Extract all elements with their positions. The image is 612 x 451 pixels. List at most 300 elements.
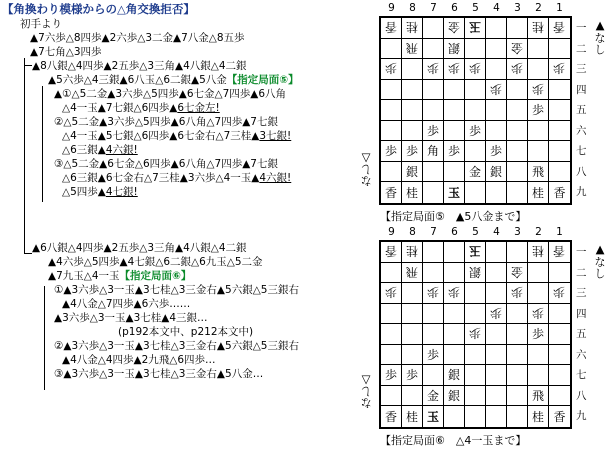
row-label: 一 [576,246,587,258]
move-line [48,255,263,269]
column-label: 7 [430,2,437,14]
board-square [402,80,423,101]
board-square [549,263,570,284]
board-square [528,39,549,60]
board-square [381,304,402,325]
gote-piece: 金 [510,264,523,279]
row-label: 六 [576,124,587,137]
board-square [528,141,549,162]
gote-piece: 金 [510,40,523,55]
row-label: 三 [576,63,587,75]
gote-piece: 玉 [468,244,481,259]
board-square [444,18,465,39]
board-square [381,182,402,203]
gote-piece: 桂 [405,20,418,35]
move-text: ③▲3六歩△3一玉▲3七桂△3三金右▲5八金… [54,368,264,380]
board-square [465,39,486,60]
sente-hand-1: ▽なし [359,150,373,187]
board-square [465,304,486,325]
board-square [444,324,465,345]
board-square [444,242,465,263]
gote-piece: 歩 [468,326,481,341]
key-move: 6七金左! [177,102,220,114]
column-label: 7 [430,226,437,238]
move-line [118,325,253,339]
board-square [402,18,423,39]
move-line [54,367,263,381]
sente-piece: 桂 [531,185,544,200]
board-square [423,283,444,304]
move-text: ▲7六歩△8四歩▲2六歩△3二金▲7八金△8五歩 [30,32,245,44]
move-line [32,241,247,255]
key-move: 4七銀! [105,186,138,198]
board-square [423,18,444,39]
move-text: ▲3六歩△3一玉▲3七桂▲4三銀… [54,312,208,324]
sente-piece: 玉 [447,185,460,200]
move-text: ▲7九玉△4一玉 [48,270,120,282]
sente-piece: 角 [426,144,439,159]
board-square [486,386,507,407]
board-square [549,283,570,304]
move-text: ▲4八金△4四歩▲2九飛△6四歩… [62,354,216,366]
board-square [549,141,570,162]
row-label: 八 [576,165,587,178]
board-square [381,18,402,39]
column-label: 5 [472,2,479,14]
row-labels [576,18,587,203]
gote-piece: 桂 [405,244,418,259]
sente-piece: 香 [384,185,397,200]
board-square [423,39,444,60]
gote-piece: 桂 [531,244,544,259]
row-labels [576,242,587,427]
board-square [444,263,465,284]
board-square [381,39,402,60]
board-square [507,283,528,304]
column-label: 6 [451,2,458,14]
board-square [486,18,507,39]
position-marker: 【指定局面⑤】 [226,74,299,86]
board-square [507,59,528,80]
sente-piece: 金 [468,164,481,179]
board-square [507,365,528,386]
board-square [486,283,507,304]
column-label: 5 [472,226,479,238]
column-label: 3 [514,226,521,238]
board-square [507,162,528,183]
board-square [423,324,444,345]
row-label: 四 [576,307,587,320]
sente-piece: 歩 [531,327,544,342]
board-square [507,141,528,162]
move-line [54,115,278,129]
column-label: 6 [451,226,458,238]
board-square [423,345,444,366]
column-label: 4 [493,2,500,14]
move-line [32,59,247,73]
sente-piece: 桂 [405,185,418,200]
board-grid [379,16,572,205]
move-line [62,171,291,185]
board-square [465,406,486,427]
row-label: 九 [576,410,587,422]
gote-piece: 歩 [510,61,523,76]
board-square [549,162,570,183]
gote-piece: 香 [384,20,397,35]
board-square [423,365,444,386]
gote-piece: 歩 [447,285,460,300]
board-square [528,324,549,345]
board-square [444,162,465,183]
board-square [465,345,486,366]
column-label: 1 [556,2,563,14]
move-line [30,31,245,45]
board-square [528,242,549,263]
board-square [402,59,423,80]
sente-piece: 歩 [426,347,439,362]
board-square [528,162,549,183]
board-square [381,80,402,101]
board-grid [379,240,572,429]
board-square [444,406,465,427]
board-square [507,304,528,325]
move-line [54,157,278,171]
gote-piece: 歩 [426,61,439,76]
row-label: 七 [576,145,587,157]
board-square [528,345,549,366]
board-square [444,283,465,304]
board-square [528,59,549,80]
board-square [444,121,465,142]
sente-piece: 銀 [405,164,418,179]
board-square [486,304,507,325]
move-text: ▲4八金△7四歩▲6六歩…… [62,298,191,310]
board-square [486,100,507,121]
board-square [402,345,423,366]
board-square [444,141,465,162]
board-square [528,80,549,101]
board-square [507,80,528,101]
gote-piece: 歩 [553,285,566,300]
board-square [486,182,507,203]
gote-piece: 飛 [405,40,418,55]
board-square [528,304,549,325]
sente-hand-2: ▽なし [359,372,373,409]
board-square [423,304,444,325]
move-line [54,311,208,325]
board-square [465,141,486,162]
row-label: 六 [576,348,587,361]
gote-piece: 香 [553,20,566,35]
board-square [402,304,423,325]
board-square [528,18,549,39]
column-label: 9 [388,226,395,238]
board-square [465,121,486,142]
board-square [528,386,549,407]
board-square [528,263,549,284]
sente-piece: 歩 [426,123,439,138]
board-square [549,386,570,407]
board-square [486,365,507,386]
board-square [402,242,423,263]
move-line [54,283,299,297]
column-label: 2 [535,226,542,238]
board-square [402,283,423,304]
board-square [423,162,444,183]
board-square [465,80,486,101]
board-square [465,59,486,80]
board-square [402,121,423,142]
board-square [549,242,570,263]
move-line [20,17,62,31]
column-labels [381,226,570,238]
gote-piece: 桂 [531,20,544,35]
gote-piece: 銀 [447,40,460,55]
key-move: 4六銀! [259,172,292,184]
move-text: ②△5二金▲3六歩△5四歩▲6八角△7四歩▲7七銀 [54,116,278,128]
sente-piece: 銀 [447,368,460,383]
board-square [465,100,486,121]
board-square [549,121,570,142]
board-square [507,18,528,39]
column-label: 1 [556,226,563,238]
column-label: 8 [409,2,416,14]
board-square [549,59,570,80]
board-square [465,263,486,284]
board-square [402,386,423,407]
board-square [423,386,444,407]
sente-piece: 歩 [384,368,397,383]
sente-piece: 香 [553,185,566,200]
sente-piece: 香 [384,409,397,424]
gote-piece: 金 [447,20,460,35]
board-square [402,182,423,203]
board-square [549,406,570,427]
move-line [62,185,138,199]
sente-piece: 歩 [489,144,502,159]
board-square [528,182,549,203]
row-label: 三 [576,287,587,299]
board-square [507,406,528,427]
board-square [507,263,528,284]
sente-piece: 歩 [468,123,481,138]
board-square [402,406,423,427]
sente-piece: 飛 [531,164,544,179]
tree-connector [44,286,45,390]
board-square [486,121,507,142]
key-move: 3七銀! [259,130,292,142]
board-square [381,324,402,345]
board-square [549,324,570,345]
board-square [381,100,402,121]
board-square [402,324,423,345]
board-square [486,39,507,60]
board-square [507,324,528,345]
move-line [30,45,102,59]
board-square [465,283,486,304]
board-square [507,386,528,407]
board-square [486,263,507,284]
gote-piece: 歩 [510,285,523,300]
page-title: 【角換わり模様からの△角交換拒否】 [2,2,195,16]
board-square [549,304,570,325]
sente-piece: 歩 [531,103,544,118]
board-square [402,39,423,60]
gote-piece: 歩 [553,61,566,76]
board-square [381,242,402,263]
board-square [507,39,528,60]
move-line [62,353,216,367]
key-move: 4六銀! [105,144,138,156]
board-square [507,345,528,366]
column-label: 2 [535,2,542,14]
board-square [444,386,465,407]
board-square [402,263,423,284]
gote-piece: 飛 [405,264,418,279]
move-text: △6三銀▲ [62,144,106,156]
sente-piece: 金 [426,388,439,403]
row-label: 九 [576,186,587,198]
board-square [507,100,528,121]
sente-piece: 飛 [531,388,544,403]
sente-piece: 歩 [384,144,397,159]
board-square [381,386,402,407]
board-square [381,162,402,183]
board-square [423,100,444,121]
board-square [444,182,465,203]
board-square [549,18,570,39]
board-square [507,121,528,142]
board-square [486,345,507,366]
board-square [549,365,570,386]
row-label: 二 [576,42,587,55]
board-square [444,80,465,101]
move-line [62,143,138,157]
sente-piece: 桂 [405,409,418,424]
gote-piece: 歩 [489,305,502,320]
board-square [486,59,507,80]
board-square [402,365,423,386]
board-square [381,121,402,142]
board-square [465,18,486,39]
caption-2: 【指定局面⑥ △4一玉まで】 [380,434,527,447]
board-square [549,182,570,203]
column-label: 4 [493,226,500,238]
row-label: 五 [576,328,587,340]
board-square [444,345,465,366]
move-text: ①▲3六歩△3一玉▲3七桂△3三金右▲5六銀△5三銀右 [54,284,299,296]
board-square [402,141,423,162]
board-square [549,100,570,121]
move-text: △5四歩▲ [62,186,106,198]
board-square [507,182,528,203]
board-square [549,345,570,366]
gote-piece: 歩 [447,61,460,76]
board-square [528,283,549,304]
sente-piece: 銀 [447,388,460,403]
board-square [486,162,507,183]
sente-piece: 歩 [405,368,418,383]
tree-connector [24,253,32,254]
board-square [528,406,549,427]
column-label: 3 [514,2,521,14]
sente-piece: 歩 [447,144,460,159]
gote-piece: 歩 [489,81,502,96]
board-square [549,80,570,101]
board-square [528,121,549,142]
gote-piece: 香 [384,244,397,259]
board-square [444,365,465,386]
move-text: (p192本文中、p212本文中) [118,326,254,338]
sente-piece: 歩 [405,144,418,159]
board-square [486,324,507,345]
gote-hand-2: ▲なし [593,242,607,279]
board-square [423,80,444,101]
board-square [486,242,507,263]
board-square [402,162,423,183]
move-text: △4一玉▲7七銀△6四歩▲ [62,102,178,114]
move-text: △4一玉▲5七銀△6四歩▲6七金右△7三桂▲ [62,130,260,142]
gote-piece: 銀 [468,264,481,279]
board-square [381,406,402,427]
board-square [423,141,444,162]
row-label: 二 [576,266,587,279]
row-label: 一 [576,22,587,34]
gote-piece: 歩 [468,61,481,76]
sente-piece: 香 [553,409,566,424]
caption-1: 【指定局面⑤ ▲5八金まで】 [380,210,527,223]
tree-connector [24,58,25,254]
gote-piece: 玉 [468,20,481,35]
board-square [528,100,549,121]
position-marker: 【指定局面⑥】 [119,270,192,282]
gote-piece: 歩 [531,81,544,96]
row-label: 八 [576,389,587,402]
move-text: ③△5二金▲6七金△6四歩▲6八角△7四歩▲7七銀 [54,158,278,170]
board-square [444,59,465,80]
board-square [381,283,402,304]
board-square [486,406,507,427]
column-labels [381,2,570,14]
board-square [423,182,444,203]
board-square [444,39,465,60]
gote-piece: 歩 [426,285,439,300]
sente-piece: 玉 [426,409,439,424]
move-line [62,297,190,311]
board-square [465,242,486,263]
board-square [381,365,402,386]
gote-piece: 歩 [384,61,397,76]
board-square [423,242,444,263]
board-square [381,345,402,366]
move-text: ▲7七角△3四歩 [30,46,102,58]
sente-piece: 銀 [489,164,502,179]
gote-hand-1: ▲なし [593,18,607,55]
move-line [48,269,191,283]
board-square [423,59,444,80]
board-square [528,365,549,386]
column-label: 8 [409,226,416,238]
board-square [423,263,444,284]
move-line [54,339,299,353]
board-square [549,39,570,60]
board-square [465,365,486,386]
move-text: ▲8八銀△4四歩▲2五歩△3三角▲4八銀△4二銀 [32,60,247,72]
board-square [465,162,486,183]
row-label: 五 [576,104,587,116]
move-text: ▲5六歩△4三銀▲6八玉△6二銀▲5八金 [48,74,227,86]
move-line [62,129,291,143]
